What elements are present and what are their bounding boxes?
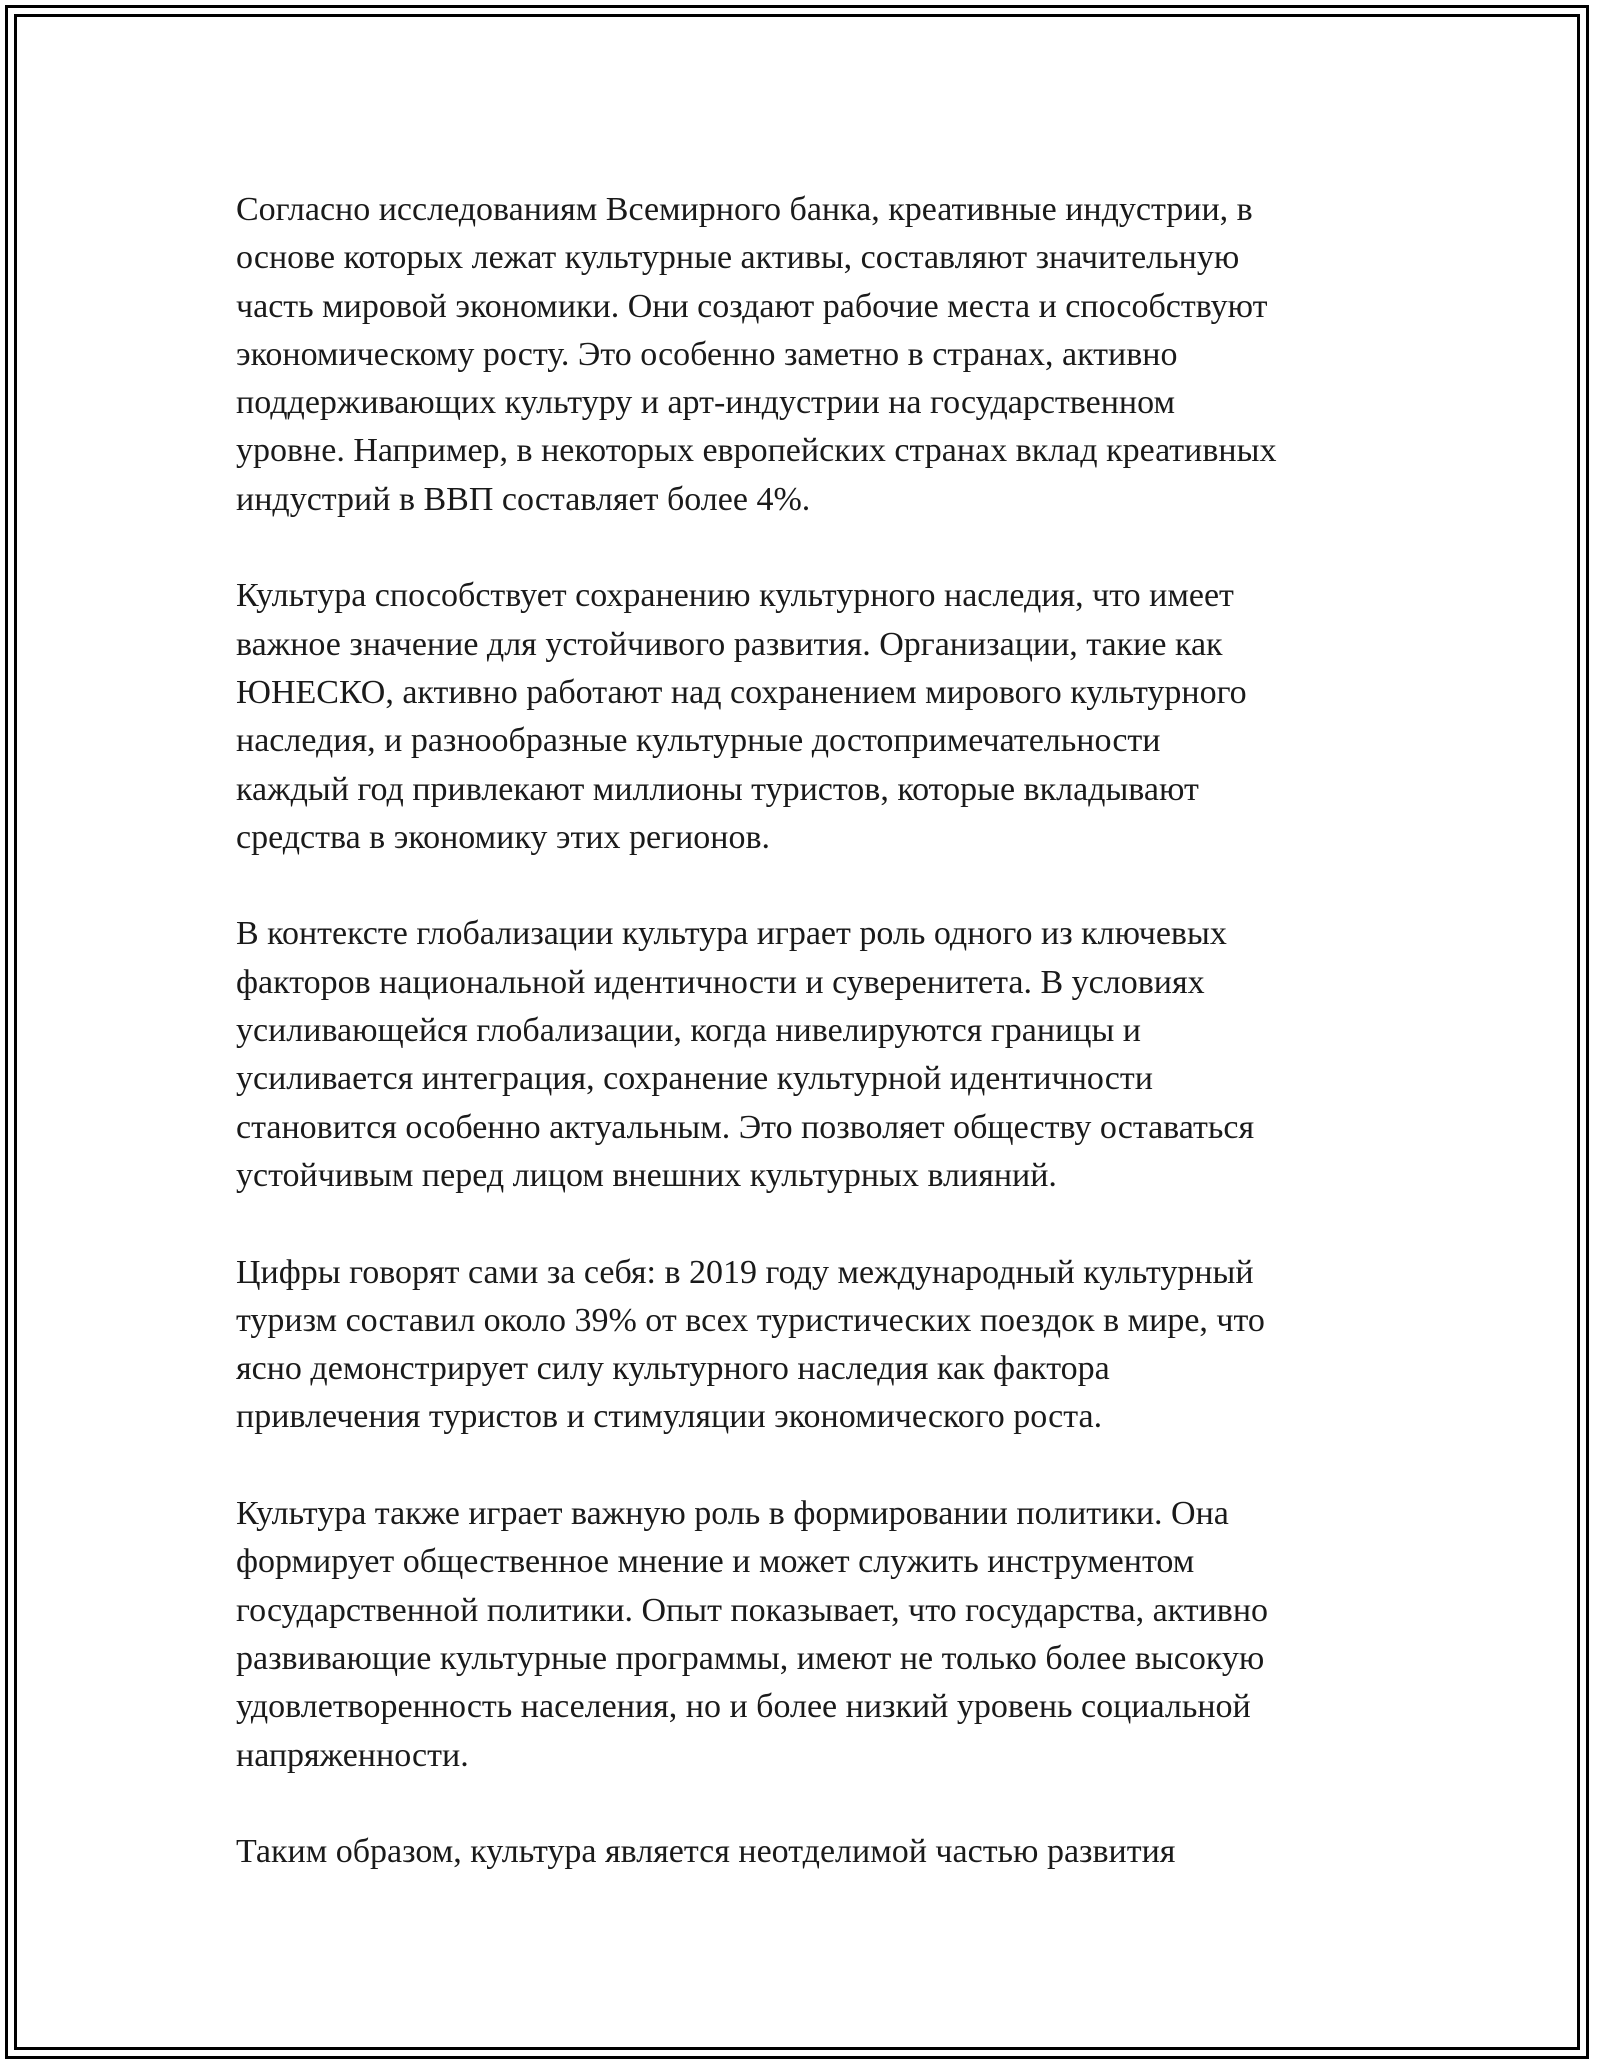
text-line: поддерживающих культуру и арт-индустрии на государственном — [236, 384, 1175, 422]
paragraph-4 — [236, 1249, 1416, 1442]
paragraph-2 — [236, 572, 1416, 862]
text-line: экономическому росту. Это особенно заметно в странах, активно — [236, 335, 1178, 373]
text-line: удовлетворенность населения, но и более низкий уровень социальной — [236, 1688, 1251, 1726]
text-line: часть мировой экономики. Они создают рабочие места и способствуют — [236, 287, 1268, 325]
text-line: Таким образом, культура является неотделимой частью развития — [236, 1833, 1176, 1871]
text-line: напряженности. — [236, 1736, 469, 1774]
text-line: важное значение для устойчивого развития. Организации, такие как — [236, 625, 1223, 663]
text-line: развивающие культурные программы, имеют не только более высокую — [236, 1639, 1265, 1677]
text-line: Культура способствует сохранению культурного наследия, что имеет — [236, 577, 1234, 615]
text-line: Цифры говорят сами за себя: в 2019 году международный культурный — [236, 1253, 1254, 1291]
text-line: уровне. Например, в некоторых европейских странах вклад креативных — [236, 432, 1277, 470]
paragraph-6 — [236, 1828, 1416, 1876]
text-line: усиливающейся глобализации, когда нивелируются границы и — [236, 1012, 1141, 1050]
text-line: средства в экономику этих регионов. — [236, 818, 771, 856]
text-line: наследия, и разнообразные культурные достопримечательности — [236, 722, 1161, 760]
text-line: каждый год привлекают миллионы туристов, которые вкладывают — [236, 770, 1199, 808]
paragraph-1 — [236, 186, 1416, 524]
text-line: факторов национальной идентичности и суверенитета. В условиях — [236, 963, 1205, 1001]
text-line: становится особенно актуальным. Это позволяет обществу оставаться — [236, 1108, 1255, 1146]
text-line: Культура также играет важную роль в формировании политики. Она — [236, 1495, 1229, 1533]
text-line: привлечения туристов и стимуляции экономического роста. — [236, 1398, 1103, 1436]
text-line: В контексте глобализации культура играет роль одного из ключевых — [236, 915, 1227, 953]
text-line: индустрий в ВВП составляет более 4%. — [236, 480, 811, 518]
paragraph-5 — [236, 1490, 1416, 1780]
text-line: устойчивым перед лицом внешних культурных влияний. — [236, 1156, 1057, 1194]
text-line: ЮНЕСКО, активно работают над сохранением мирового культурного — [236, 673, 1247, 711]
text-line: усиливается интеграция, сохранение культурной идентичности — [236, 1060, 1153, 1098]
paragraph-3 — [236, 910, 1416, 1200]
text-line: Согласно исследованиям Всемирного банка, креативные индустрии, в — [236, 191, 1253, 228]
text-line: туризм составил около 39% от всех туристических поездок в мире, что — [236, 1301, 1265, 1339]
document-body — [236, 186, 1416, 1925]
text-line: ясно демонстрирует силу культурного наследия как фактора — [236, 1350, 1110, 1388]
text-line: государственной политики. Опыт показывает, что государства, активно — [236, 1591, 1269, 1629]
text-line: основе которых лежат культурные активы, составляют значительную — [236, 239, 1240, 277]
text-line: формирует общественное мнение и может служить инструментом — [236, 1543, 1195, 1581]
